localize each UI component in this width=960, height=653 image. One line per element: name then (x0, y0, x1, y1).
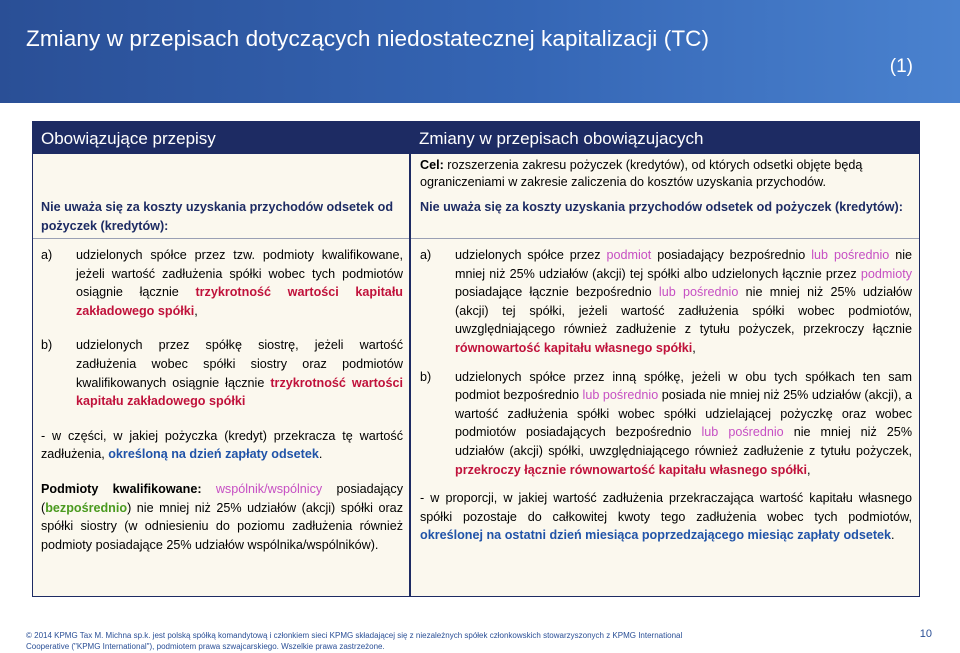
rule-threshold: równowartość kapitału własnego spółki (455, 340, 693, 355)
change-rule-b (420, 368, 912, 480)
changes-panel (410, 121, 920, 597)
changes-goal (420, 157, 912, 191)
current-rules-panel (32, 121, 410, 597)
item-label: b) (41, 338, 53, 353)
scope-text: - w części, w jakiej pożyczka (kredyt) przekracza tę wartość zadłużenia, (41, 428, 403, 462)
qualified-entities-definition (41, 480, 403, 554)
rule-text: udzielonych spółce przez (455, 248, 601, 262)
divider (411, 238, 919, 239)
changes-heading: Zmiany w przepisach obowiązujacych (411, 122, 919, 154)
page-number: 10 (919, 628, 932, 640)
slide-header (0, 0, 960, 103)
rule-threshold: przekroczy łącznie równowartość kapitału własnego spółki (455, 462, 808, 477)
current-rules-heading: Obowiązujące przepisy (33, 122, 409, 154)
footer-copyright (26, 631, 682, 652)
rule-text: nie mniej niż 25% udziałów (akcji) tej spółki, jeżeli wartość zadłużenia spółki wobec podmiotów, uwzględniającego również zadłużenie z tytułu pożyczek, przekroczy łącznie (455, 285, 913, 337)
current-rules-list (41, 246, 403, 554)
punct: , (807, 462, 811, 477)
current-rule-b (41, 336, 403, 410)
rule-a-text: udzielonych spółce przez tzw. podmioty kwalifikowane, jeżeli wartość zadłużenia spółki wobec tych podmiotów osiągnie łącznie (76, 248, 403, 300)
current-rules-intro: Nie uważa się za koszty uzyskania przychodów odsetek od pożyczek (kredytów): (41, 200, 394, 233)
proportion-date: określonej na ostatni dzień miesiąca poprzedzającego miesiąc zapłaty odsetek (420, 528, 892, 543)
rule-indirect: lub pośrednio (658, 285, 739, 300)
rule-text: nie mniej niż 25% udziałów (akcji) tej spółki albo udzielonych łącznie przez (455, 248, 913, 281)
item-label: b) (420, 369, 432, 384)
rule-indirect: lub pośrednio (701, 425, 784, 440)
divider (33, 238, 409, 239)
punct: , (692, 340, 696, 355)
changes-intro: Nie uważa się za koszty uzyskania przychodów odsetek od pożyczek (kredytów): (420, 200, 903, 214)
rule-text: posiadający bezpośrednio (657, 248, 806, 262)
rule-text: udzielonych spółce przez inną spółkę, jeżeli w obu tych spółkach ten sam podmiot bezpośrednio (455, 369, 912, 403)
punct: , (194, 303, 198, 318)
changes-list (420, 246, 912, 545)
slide-part-number: (1) (889, 56, 913, 77)
rule-entities: podmioty (860, 266, 913, 281)
proportion-text: - w proporcji, w jakiej wartość zadłużenia przekraczająca wartość kapitału własnego spółki pozostaje do całkowitej kwoty tego zadłużenia wobec tych podmiotów, (420, 491, 912, 524)
punct: . (891, 528, 895, 543)
punct: . (318, 447, 323, 462)
copyright-line: © 2014 KPMG Tax M. Michna sp.k. jest polską spółką komandytową i członkiem sieci KPMG składającej się z niezależnych spółek członkowskich stowarzyszonych z KPMG International (26, 631, 683, 640)
qualified-text: posiadający ( (41, 481, 403, 515)
goal-text: rozszerzenia zakresu pożyczek (kredytów), od których odsetki objęte będą ograniczeniami w zakresie zaliczenia do kosztów uzyskania przychodów. (420, 158, 863, 189)
slide-title: Zmiany w przepisach dotyczących niedostatecznej kapitalizacji (TC) (26, 26, 710, 51)
rule-text: nie mniej niż 25% udziałów (akcji) spółki, uwzględniającego również zadłużenie z tytułu pożyczek, (455, 425, 913, 458)
item-label: a) (41, 248, 53, 262)
rule-entity: podmiot (606, 248, 652, 262)
current-rule-scope (41, 427, 403, 464)
qualified-label: Podmioty kwalifikowane: (41, 481, 202, 496)
scope-date: określoną na dzień zapłaty odsetek (108, 447, 319, 462)
copyright-line: Cooperative ("KPMG International"), podmiotem prawa szwajcarskiego. Wszelkie prawa zastrzeżone. (26, 641, 385, 651)
qualified-direct: bezpośrednio (45, 500, 128, 515)
rule-text: posiada nie mniej niż 25% udziałów (akcji), a wartość zadłużenia spółki wobec spółki udzielającej pożyczkę oraz wobec podmiotów posiadających bezpośrednio (455, 388, 913, 440)
change-rule-proportion (420, 489, 912, 545)
rule-indirect: lub pośrednio (582, 388, 659, 403)
item-label: a) (420, 248, 432, 262)
goal-label: Cel: (420, 158, 444, 172)
rule-b-text: udzielonych przez spółkę siostrę, jeżeli wartość zadłużenia wobec spółki siostry oraz podmiotów kwalifikowanych osiągnie łącznie (76, 338, 403, 390)
rule-indirect: lub pośrednio (811, 248, 890, 262)
qualified-text: ) nie mniej niż 25% udziałów (akcji) spółki oraz spółki siostry (w odniesieniu do poziomu zadłużenia również podmioty posiadające 25% udziałów wspólnika/wspólników). (41, 500, 403, 552)
qualified-partner: wspólnik/wspólnicy (215, 481, 323, 496)
rule-text: posiadające łącznie bezpośrednio (455, 285, 652, 300)
change-rule-a (420, 246, 912, 358)
rule-b-threshold: trzykrotność wartości kapitału zakładowego spółki (76, 375, 403, 409)
current-rule-a (41, 246, 403, 320)
rule-a-threshold: trzykrotność wartości kapitału zakładowego spółki (76, 285, 404, 318)
